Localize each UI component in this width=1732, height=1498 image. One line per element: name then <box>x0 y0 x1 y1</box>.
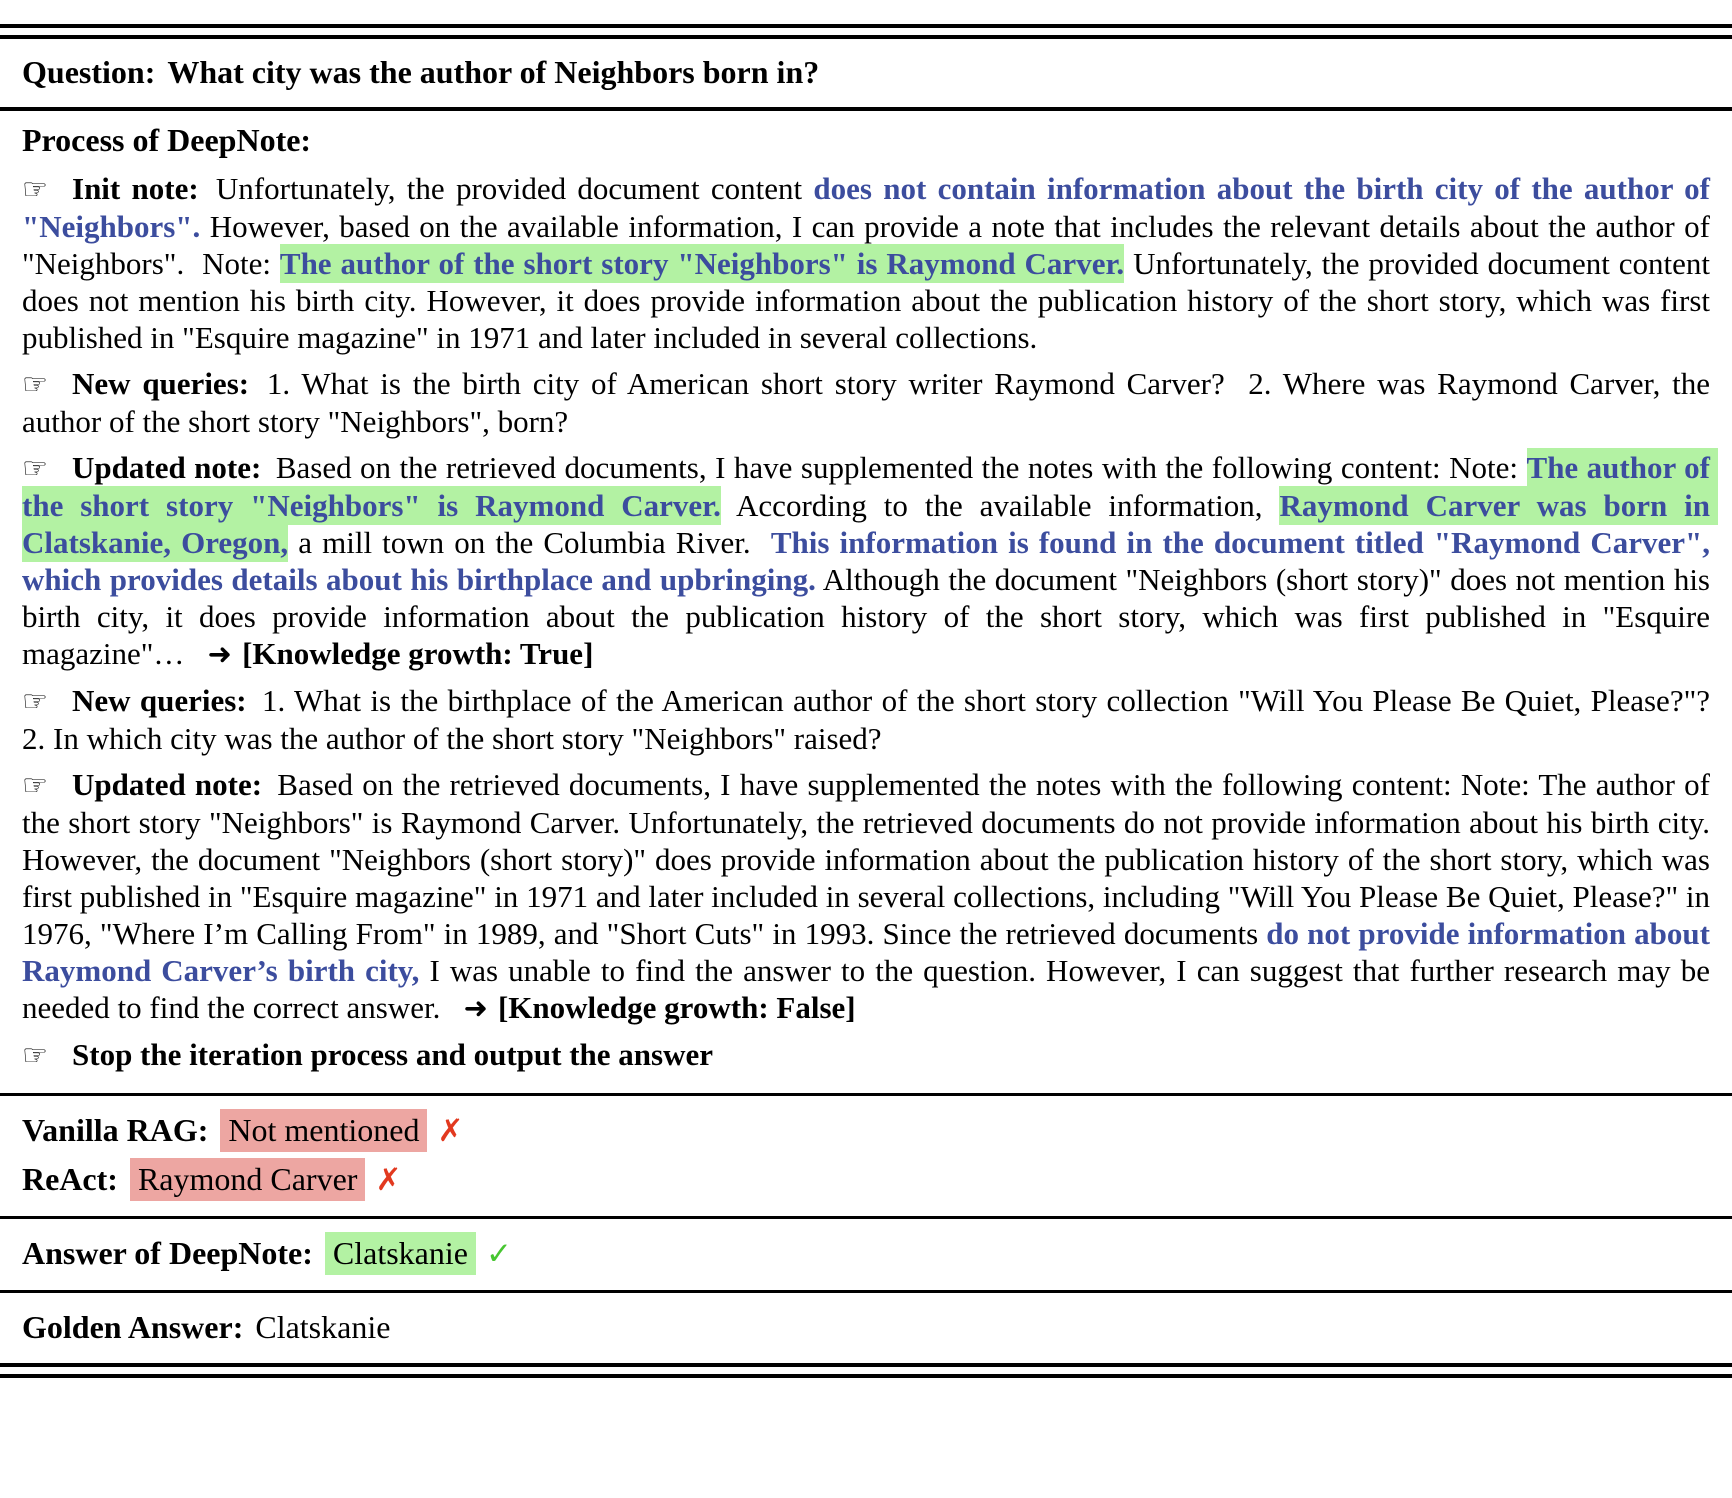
cross-icon: ✗ <box>375 1162 402 1198</box>
process-section <box>0 111 1732 1093</box>
step-label: New queries: <box>72 366 250 401</box>
knowledge-growth-true: [Knowledge growth: True] <box>242 636 594 671</box>
step-new-queries-1 <box>22 365 1718 440</box>
arrow-icon: ➜ <box>207 637 243 671</box>
rule-line <box>0 35 1732 39</box>
process-steps <box>22 170 1726 1074</box>
pointing-hand-icon: ☞ <box>22 1038 48 1072</box>
golden-answer-value: Clatskanie <box>255 1309 391 1345</box>
text-segment: Although the document "Neighbors (short story)" does not mention his birth city, it does provide information about the publication history of the short story, which was first published in "Esquire magazine"… <box>22 562 1718 671</box>
vanilla-rag-label: Vanilla RAG: <box>22 1112 209 1148</box>
pointing-hand-icon: ☞ <box>22 451 48 485</box>
golden-answer-row <box>0 1293 1732 1363</box>
step-label: Stop the iteration process and output the answer <box>72 1037 713 1072</box>
step-init-note <box>22 170 1718 356</box>
pointing-hand-icon: ☞ <box>22 684 48 718</box>
text-segment: 1. What is the birth city of American short story writer Raymond Carver? 2. Where was Raymond Carver, the author of the short story "Neighbors", born? <box>22 366 1718 439</box>
blue-emphasis: does not contain information about the birth city of the author of "Neighbors". <box>22 171 1718 244</box>
vanilla-rag-answer: Not mentioned <box>220 1109 427 1152</box>
text-segment: I was unable to find the answer to the question. However, I can suggest that further research may be needed to find the correct answer. <box>22 953 1718 1025</box>
cross-icon: ✗ <box>437 1113 464 1149</box>
highlighted-fact: The author of the short story "Neighbors" is Raymond Carver. <box>279 246 1125 281</box>
baselines-section <box>0 1096 1732 1216</box>
deepnote-answer-label: Answer of DeepNote: <box>22 1235 313 1271</box>
deepnote-answer-value: Clatskanie <box>325 1232 476 1275</box>
text-segment: a mill town on the Columbia River. <box>288 525 771 560</box>
step-label: Updated note: <box>72 450 262 485</box>
blue-emphasis: do not provide information about Raymond Carver’s birth city, <box>22 916 1718 988</box>
question-text: What city was the author of Neighbors born in? <box>167 54 820 90</box>
step-updated-note-2 <box>22 766 1718 1027</box>
pointing-hand-icon: ☞ <box>22 768 48 802</box>
question-label: Question: <box>22 54 156 90</box>
step-label: New queries: <box>72 683 247 718</box>
text-segment: Based on the retrieved documents, I have supplemented the notes with the following content: Note: The author of the short story "Neighbors" is Raymond Carver. Unfortunately, the retrieved documents do not provide information about his birth city. However, the document "Neighbors (short story)" does provide information about the publication history of the short story, which was first published in "Esquire magazine" in 1971 and later included in several collections, including "Will You Please Be Quiet, Please?" in 1976, "Where I’m Calling From" in 1989, and "Short Cuts" in 1993. Since the retrieved documents <box>22 767 1718 951</box>
text-segment: Unfortunately, the provided document content <box>204 171 814 206</box>
rule-line <box>0 1363 1732 1367</box>
react-answer: Raymond Carver <box>130 1158 366 1201</box>
deepnote-answer-row <box>0 1219 1732 1290</box>
step-updated-note-1 <box>22 449 1718 673</box>
pointing-hand-icon: ☞ <box>22 367 48 401</box>
step-label: Updated note: <box>72 767 263 802</box>
rule-line <box>0 24 1732 28</box>
check-icon: ✓ <box>485 1236 512 1272</box>
highlighted-fact: The author of the short story "Neighbors" is Raymond Carver. <box>22 450 1718 523</box>
text-segment: However, based on the available information, I can provide a note that includes the relevant details about the author of "Neighbors". Note: <box>22 209 1718 281</box>
react-label: ReAct: <box>22 1161 118 1197</box>
process-heading: Process of DeepNote: <box>22 122 312 158</box>
top-double-rule <box>0 24 1732 39</box>
arrow-icon: ➜ <box>463 991 498 1025</box>
blue-emphasis: This information is found in the document titled "Raymond Carver", which provides details about his birthplace and upbringing. <box>22 525 1718 597</box>
golden-answer-label: Golden Answer: <box>22 1309 244 1345</box>
question-row <box>0 39 1732 107</box>
knowledge-growth-false: [Knowledge growth: False] <box>497 990 856 1025</box>
vanilla-rag-row <box>22 1106 1710 1155</box>
pointing-hand-icon: ☞ <box>22 172 48 206</box>
highlighted-fact: Raymond Carver was born in Clatskanie, Oregon, <box>22 488 1718 560</box>
react-row <box>22 1155 1710 1204</box>
bottom-double-rule <box>0 1363 1732 1378</box>
text-segment: Unfortunately, the provided document content does not mention his birth city. However, it does provide information about the publication history of the short story, which was first published in "Esquire magazine" in 1971 and later included in several collections. <box>22 246 1718 355</box>
rule-line <box>0 1374 1732 1378</box>
step-stop <box>22 1036 1710 1074</box>
text-segment: Based on the retrieved documents, I have supplemented the notes with the following content: Note: <box>267 450 1527 485</box>
step-new-queries-2 <box>22 682 1726 757</box>
text-segment: 1. What is the birthplace of the American author of the short story collection "Will You Please Be Quiet, Please?"? 2. In which city was the author of the short story "Neighbors" raised? <box>22 683 1726 756</box>
step-label: Init note: <box>72 171 199 206</box>
text-segment: According to the available information, <box>720 488 1280 523</box>
